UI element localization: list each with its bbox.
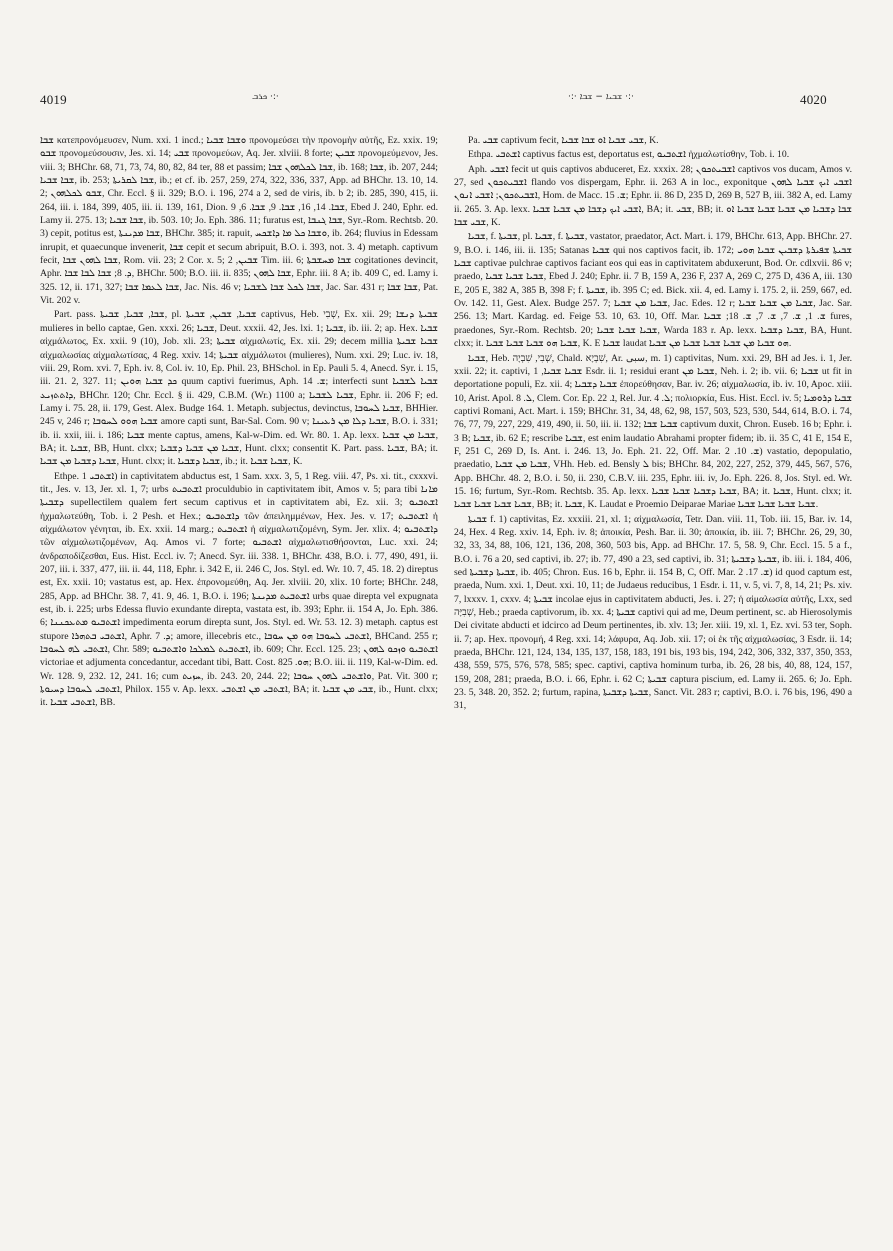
left-page-number: 4019 [40,92,67,107]
entry-paragraph: Aph. ܐܫܒܝ fecit ut quis captivos abduceret, Ez. xxxix. 28; ܐܫܒܝܬܟܘܢ captivos vos ducam, Amos v. 27, sed ܐܫܒܝܬܟܘܢ flando vos dispergam, Ephr. ii. 263 A in loc., exponitque ܐܫܒܝ ܐܝܟ ܫܒܝܐ ܠܗܘܢ ܐܫܒܝܬܟܘܢ; ܐܫܒܝ ܐܢܘܢ, Hom. de Macc. ܫ. 15; Ephr. ii. 86 D, 235 D, 269 B, 527 B, iii. 382 A, ed. Lamy ii. 265. 3. Ap. lexx. ܐܫܒܝ ܐܝܟ ܕܫܒܐ ܡܢ ܫܒܝܐ ܫܒܝܐ, BA; it. ܫܒܝ, BB; it. ܫܒܐ ܕܫܒܝܐ ܡܢ ܫܒܝܐ ܫܒܝܐ ܫܒܝܐ ܐܘ ܫܒܝ ܫܒܐ, K. [454,163,852,229]
entry-paragraph: Ethpe. ܐܫܬܒܝ 1) in captivitatem abductus est, 1 Sam. xxx. 3, 5, 1 Reg. viii. 47, Ps. xi. tit., cxxxvi. tit., Jes. v. 13, Jer. xl. 1, 7; urbs ܐܫܬܒܝܬ proculdubio in captivitatem ibit, Amos v. 5; para tibi ܡܐܢܐ ܕܫܒܝܬܐ supellectilem qualem fert secum captivus et in captivitatem abi, Ez. xii. 3; ܐܫܬܒܝܘ ἠχμαλωτεύθη, Tob. i. 2 Pesh. et Hex.; ܕܐܫܬܒܝܘ τῶν ἀπειλημμένων, Hex. Jes. v. 17; ܐܫܬܒܝܬ ἡ αἰχμάλωτον γένηται, ib. Ex. xxii. 14 marg.; ܐܫܬܒܝܬ ἡ αἰχμαλωτιζομένη, Sym. Jer. xlix. 4; ܕܐܫܬܒܝܘ τῶν αἰχμαλωτιζομένων, Aq. Amos vi. 7 forte; ܐܫܬܒܝܘ αἰχμαλωτισθήσονται, Luc. xxi. 24; ἀνδραποδίζεσθαι, Eus. Hist. Eccl. iv. 7; Anecd. Syr. iii. 338. 1, BHChr. 438, B.O. i. 77, 490, 491, ii. 207, iii. i. 337, 477, iii. ii. 44, 118, Ephr. i. 342 E, ii. 246 C, Jos. Styl. ed. Wr. 10. 7, 45. 18. 2) direptus est, Ex. xxii. 10; vastatus est, ap. Hex. ἐπρονομεύθη, Aq. Jer. xlviii. 20, xlix. 10 forte; BHChr. 248, 285, App. ad BHChr. 38. 7, 41. 9, 46. 1, B.O. i. 196; ܐܫܬܒܝܬ ܡܕܝܢܬܐ urbs quae direpta vel expugnata est, ib. i. 225; urbs Edessa fluvio exundante direpta, vastata est, ib. 393; Ephr. ii. 154 A, Jo. Eph. 386. 6; ܐܫܬܒܝܘ ܡܬܥܟܢܢܐ impedimenta eorum direpta sunt, Jos. Styl. ed. Wr. 53. 12. 3) metaph. captus est stupore ܐܫܬܒܝ ܒܬܗܪܐ, Aphr. ܕ. 7; amore, illecebris etc., ܐܫܬܒܝ ܠܚܘܒܐ ܗܘ ܡܢ ܚܘܒܐ, BHCand. 255 r; ܐܫܬܒܝ ܠܗ ܠܚܘܒܐ, Chr. 589; ܐܫܬܒܝܬ ܠܡܠܟܐ ܘܐܫܬܒܝܘ, ib. 609; Chr. Eccl. 125. 23; ܐܫܬܒܝܘ ܘܙܟܘ ܠܗܘܢ victoriae et adjumenta concedantur, accedant tibi, Batt. Cost. ܗܘ. 825; B.O. iii. ii. 119, Kal-w-Dim. ed. Wr. 128. 9, 232. 12, 241. 16; cum ܚܙܝܬ, ib. 243. 20, 244. 22; ܘܐܫܬܒܝ ܠܗܘܢ ܚܘܒܐ, Pat. Vit. 300 r; ܐܫܬܒܝ ܠܚܘܒܐ ܕܚܝܘܬܐ, Philox. 155 v. Ap. lexx. ܐܫܬܒܝ ܡܢ ܐܫܬܒܝ, BA; it. ܫܒܝ ܡܢ ܫܒܝܐ, ib., Hunt. clxx; it. ܐܫܬܒܝ ܫܒܝܐ, BB. [40,470,438,709]
entry-paragraph: Ethpa. ܐܫܬܒܝ captivus factus est, deportatus est, ܐܫܬܒܝܘ ἠχμαλωτίσθην, Tob. i. 10. [468,149,790,161]
left-column [40,134,438,1226]
right-running-head: ·:· ܫܒܝܐ − ܫܒܐ ·:· [568,92,634,102]
entry-paragraph: Part. pass. ܫܒܐ, ܫܒܝܐ, ܫܒܝܬܐ, pl. ܫܒܝܐ, ܫܒܝܢ, ܫܒܝܬܐ captivus, Heb. שְׁבִי, Ex. xii. 29; ܫܒܝܬܐ ܕܢܫܐ mulieres in bello captae, Gen. xxxi. 26; ܫܒܝܐ, Deut. xxxii. 42, Jes. lxi. 1; ܫܒܝܐ, ib. iii. 2; ap. Hex. ܫܒܝܐ αἰχμάλωτος, Ex. xxii. 9 (10), Job. xli. 23; ܫܒܝܬܐ αἰχμαλωτίς, Ex. xii. 29; decem millia ܫܒܝܐ ܫܒܝܬܐ αἰχμαλωσίας αἰχμαλωτίσας, 4 Reg. xxiv. 14; ܫܒܝܬܐ αἰχμάλωτοι (mulieres), Num. xxi. 29; Luc. iv. 18, viii. 29, Rom. xvi. 7, Eph. iv. 8, Col. iv. 10, Ep. Phil. 23, BHSchol. in Ep. Pauli 5. 4, Anecd. Syr. i. 15, iii. 21. 2, 327. 11; ܟܕ ܫܒܝܐ ܗܘܝܢ quum captivi fuerimus, Aph. ܫ. 14; interfecti sunt ܫܒܝܐ ܠܫܒܝܐ ܕܐܬܬܙܝܥ, BHChr. 120; Chr. Eccl. § ii. 429, C.B.M. (Wr.) 1100 a; ܫܒܝܐ ܠܫܒܝܐ, Ephr. ii. 206 F; ed. Lamy i. 75. 28, ii. 179, Gest. Alex. Budge 164. 1. Metaph. subjectus, devinctus, ܫܒܝܐ ܠܚܘܒܐ, BHHier. 245 v, 246 r; ܫܒܝܐ ܗܘܘ ܠܚܘܒܐ amore capti sunt, Bar-Sal. Com. 90 v; ܫܒܝܐ ܕܠܐ ܡܢ ܪܥܝܢܐ, B.O. i. 331; ib. ii. xxii, iii. i. 186; ܫܒܝܐ mente captus, amens, Kal-w-Dim. ed. Wr. 80. 1. Ap. lexx. ܫܒܝܐ ܡܢ ܫܒܝܐ, BA; it. ܫܒܝܐ, BB, Hunt. clxx; ܫܒܝܐ ܡܢ ܫܒܝܐ ܕܫܒܝܐ, Hunt. clxx; consentit K. Part. pass. ܫܒܝܐ, BA; it. ܫܒܝܐ ܕܫܒܝܐ ܡܢ ܫܒܝܐ, Hunt. clxx; it. ܫܒܝܐ ܕܫܒܝܐ, ib.; it. ܫܒܝܐ ܫܒܝܐ, K. [40,309,438,468]
entry-paragraph: ܫܒܝܐ, Heb. שְׁבִי, שִׁבְיָה, Chald. שִׁבְיָא, Ar. سبى, m. 1) captivitas, Num. xxi. 29, BH ad Jes. i. 1, Jer. xxii. 22; it. captivi, ܫܒܝܐ ܫܒܝܐ, 1 Esdr. ii. 1; residui erant ܫܒܝܐ ܡܢ, Neh. i. 2; ib. vii. 6; ܫܒܝܐ ut fit in deportatione populi, Ez. xii. 4; ܫܒܝܐ ܕܫܒܝܐ ἐπορεύθησαν, Bar. iv. 26; αἰχμαλωσία, ib. iv. 10, Apoc. xiii. 10, Arist. Apol. ܠ. 8, Clem. Cor. Ep. ܐ. 22, Rel. Jur. ܠ. 4; πολιορκία, Eus. Hist. Eccl. iv. 5; ܫܒܝܐ ܕܪܘܡܝܐ captivi Romani, Act. Mart. i. 159; BHChr. 31, 34, 48, 62, 98, 157, 503, 523, 530, 544, 614, B.O. i. 74, 76, 77, 79, 227, 229, 419, 490, ii. 50, iii. ii. 132; ܫܒܝܐ ܫܒܐ captivum duxit, Chron. Euseb. 16 b; Ephr. i. 3 B; ܫܒܝܐ, ib. 62 E; rescribe ܫܒܝܐ, est enim laudatio Abrahami propter fidem; ib. ii. 35 C, 41 E, 154 E, F, 251 C, 269 D, Is. Ant. i. 246. 13, Jo. Eph. 21. 22, Off. Mar. ܫ. 10. 2) vastatio, depopulatio, praedatio, ܫܒܝܐ ܡܢ ܫܒܝܐ, VHh. Heb. ed. Bensly ܠ bis; BHChr. 84, 202, 227, 252, 379, 445, 567, 576, App. BHChr. 48. 2, B.O. i. 50, ii. 230, C.B.V. iii. 235, Ephr. iii. iv, Jo. Eph. 226. 8, Jos. Styl. ed. Wr. 15. 16; furtum, Syr.-Rom. Rechtsb. 35. Ap. lexx. ܫܒܝܐ ܕܫܒܝܐ ܫܒܝܐ ܫܒܝܐ, BA; it. ܫܒܝܐ, Hunt. clxx; it. ܫܒܝܐ ܫܒܝܐ ܫܒܝܐ ܫܒܝܐ, BB; it. ܫܒܝܐ, K. Laudat e Proemio Deiparae Mariae ܫܒܝܐ ܫܒܝܐ ܫܒܝܐ ܫܒܝܐ. [454,352,852,511]
entry-paragraph: ܫܒܐ κατεπρονόμευσεν, Num. xxi. 1 incd.; ܘܫܒܐ ܫܒܝܐ προνομεύσει τὴν προνομὴν αὐτῆς, Ez. xxix. 19; ܫܒܘ προνομεύσουσιν, Jes. xi. 14; ܫܒܝ προνομεύων, Aq. Jer. xlviii. 8 forte; ܫܒܝܢ προνομεύμενον, Jes. viii. 3; BHChr. 68, 71, 73, 74, 80, 82, 84 ter, 88 et passim; ܫܒܐ ܠܟܠܗܘܢ ܫܒܐ, ib. 168; ܫܒܐ, ib. 207, 244; ܫܒܐ ܫܒܝܐ, ib. 253; ܫܒܐ ܠܩܪܝܬܐ, ib.; et cf. ib. 257, 259, 274, 322, 336, 337, App. ad BHChr. 13. 10, 14. 2; ܫܒܘ ܠܟܠܗܘܢ, Chr. Eccl. § ii. 329; B.O. i. 196, 274 a 2, sed de viris, ib. b 2; ib. 285, 390, 415, ii. 264, iii. i. 184, 399, 405, iii. ii. 139, 161, Dion. ܫܒܐ. 14, 16, ܫܒܐ. 9, ܫܒܐ. 6, 9, Ebed J. 240, Ephr. ed. Lamy ii. 275. 13; ܫܒܐ ܫܒܝܐ, ib. 503. 10; Jo. Eph. 386. 11; furatus est, ܫܒܐ ܓܢܒܐ, Syr.-Rom. Rechtsb. 20. 3) cepit, potitus est, ܫܒܐ ܡܕܝܢܬܐ, BHChr. 385; it. rapuit, ܘܫܒܐ ܟܠ ܡܐ ܕܐܫܟܚ, ib. 264; fluvius in Edessam inrupit, et quaecunque invenerit, ܫܒܐ cepit et secum abripuit, B.O. i. 393, not. 3. 4) metaph. captivum fecit, ܫܒܐ ܠܗܘܢ ܫܒܐ, Rom. vii. 23; 2 Cor. x. 5; ܫܒܝܢ, 2 Tim. iii. 6; ܫܒܐ ܡܚܫܒܬܐ cogitationes devincit, Aphr. ܕ. 8; ܫܒܐ ܠܒܐ ܫܒܐ, BHChr. 500; B.O. iii. ii. 835; ܫܒܐ ܠܗܘܢ, Ephr. iii. 8 A; ib. 409 C, ed. Lamy i. 325. 12, ii. 171, 327; ܫܒܐ ܠܥܡܐ ܫܒܐ, Jac. Nis. 46 v; ܫܒܐ ܠܟܠ ܫܒܐ ܠܫܒܝܐ, Jac. Sar. 431 r; ܫܒܐ ܫܒܐ, Pat. Vit. 202 v. [40,135,438,307]
right-column [454,134,852,1226]
entry-paragraph: Pa. ܫܒܝ captivum fecit, ܫܒܝ ܫܒܝܐ ܐܘ ܫܒܐ ܫܒܝܐ, K. [468,135,659,146]
entry-paragraph: ܫܒܝܬܐ f. 1) captivitas, Ez. xxxiii. 21, xl. 1; αἰχμαλωσία, Tetr. Dan. viii. 11, Tob. iii. 15, Bar. iv. 14, 24, Hex. 4 Reg. xxiv. 14, Eph. iv. 8; ἀποικία, Pesh. Bar. ii. 30; ἀποικία, ib. iii. 7; BHChr. 26, 29, 30, 32, 33, 34, 88, 106, 121, 136, 208, 360, 503 bis, App. ad BHChr. 17. 5, 58. 9, Chr. Eccl. 15. 5 a f., B.O. i. 76 a 20, sed captivi, ib. 27; ib. 77, 490 a 23, sed captivi, ib. 31; ܫܒܝܬܐ ܕܫܒܝܬܐ, ib. iii. i. 184, 406, sed ܫܒܝܬܐ ܕܫܒܝܬܐ, ib. 405; Chron. Eus. 16 b, Ephr. ii. 154 B, C, Off. Mar. ܫ. 17. 2) id quod captum est, praeda, Num. xxi. 1, Deut. xxi. 10, 11; de Judaeus reducibus, 1 Esdr. i. 11, v. 5, vi. 7, 8, 14, 21; Ps. xiv. 7, lxxxv. 1, cxxv. 4; ܫܒܝܬܐ incolae ejus in captivitatem abducti, Jes. i. 27; ἡ αἰμαλωσία αὐτῆς, Lxx, sed שְׁבִיָּה, Heb.; praeda captivorum, ib. xx. 4; ܫܒܝܬܐ captivi qui ad me, Deum pertinent, sc. ab Hierosolymis Dei civitate abducti et idcirco ad Deum pertinentes, ib. xlv. 13; Jer. xiii. 19, xl. 1, Ez. xvi. 53 ter, Soph. ii. 7; ap. Hex. προνομή, 4 Reg. xxi. 14; λάφυρα, Aq. Job. xii. 17; οἱ ἐκ τῆς αἰχμαλωσίας, 3 Esdr. ii. 14; praeda, BHChr. 121, 124, 134, 135, 137, 158, 183, 191 bis, 193 bis, 194, 242, 306, 332, 337, 350, 353, 438, 559, 575, 576, 578, 585; spec. captivi, captiva hominum turba, ib. 26, 28 bis, 40, 88, 124, 157, 159, 208, 281; praeda, B.O. i. 66, Ephr. i. 62 C; ܫܒܝܬܐ captura piscium, ed. Lamy ii. 265. 6; Jo. Eph. 23. 5, 348. 20, 352. 2; furtum, rapina, ܫܒܝܬܐ ܕܫܒܝܬܐ, Sanct. Vit. 283 r; captivi, B.O. i. 76 bis, 196, 490 a 31, [454,513,852,712]
right-page-number: 4020 [800,92,827,107]
left-running-head: ܟܪܒ ·:· [252,92,279,102]
entry-paragraph: ܫܒܝܐ, f. ܫܒܝܬܐ, pl. ܫܒܝܐ, f. ܫܒܝܬܐ, vastator, praedator, Act. Mart. i. 179, BHChr. 613, App. BHChr. 27. 9, B.O. i. 146, iii. ii. 135; Satanas ܫܒܝܐ qui nos captivos facit, ib. 172; ܫܒܝܬܐ ܫܦܝܪܬܐ ܕܫܒܝܢ ܫܒܝܐ ܗܘܝ ܫܒܝܐ captivae pulchrae captivos faciant eos qui eas in captivitatem abduxerunt, Bod. Or. cdlxvii. 86 v; praedo, ܫܒܝܐ ܫܒܝܐ ܫܒܝܐ, Ebed J. 240; Ephr. ii. 7 B, 159 A, 236 F, 237 A, 269 C, 275 D, 436 A, iii. 130 E, 205 E, 382 A, 385 B, 398 F; f. ܫܒܝܬܐ, ib. 395 C; ed. Bick. xii. 4, ed. Lamy i. 175. 2, ii. 259, 667, ed. Ov. 142. 11, Gest. Alex. Budge 257. 7; ܫܒܝܐ ܡܢ ܫܒܝܐ, Jac. Edes. 12 r; ܫܒܝܐ ܡܢ ܫܒܝܐ ܫܒܝܐ, Jac. Sar. 256. 13; Mart. Kardag. ed. Feige 53. 10, 63. 10, Off. Mar. ܫ. 1, ܫ. 7, ܫ. 7, ܫ. 18; ܫܒܝܐ fures, praedones, Syr.-Rom. Rechtsb. 20; ܫܒܝܐ ܫܒܝܐ ܫܒܝܐ, Warda 183 r. Ap. lexx. ܫܒܝܐ ܕܫܒܝܐ, BA, Hunt. clxx; it. ܫܒܝܐ ܗܘ ܫܒܝܐ ܫܒܝܐ ܫܒܝܐ, K. E ܫܒܝܐ laudat ܗܘ ܫܒܝܐ ܡܢ ܫܒܝܐ ܫܒܝܐ ܫܒܝܐ ܡܢ ܫܒܝܐ. [454,231,852,350]
